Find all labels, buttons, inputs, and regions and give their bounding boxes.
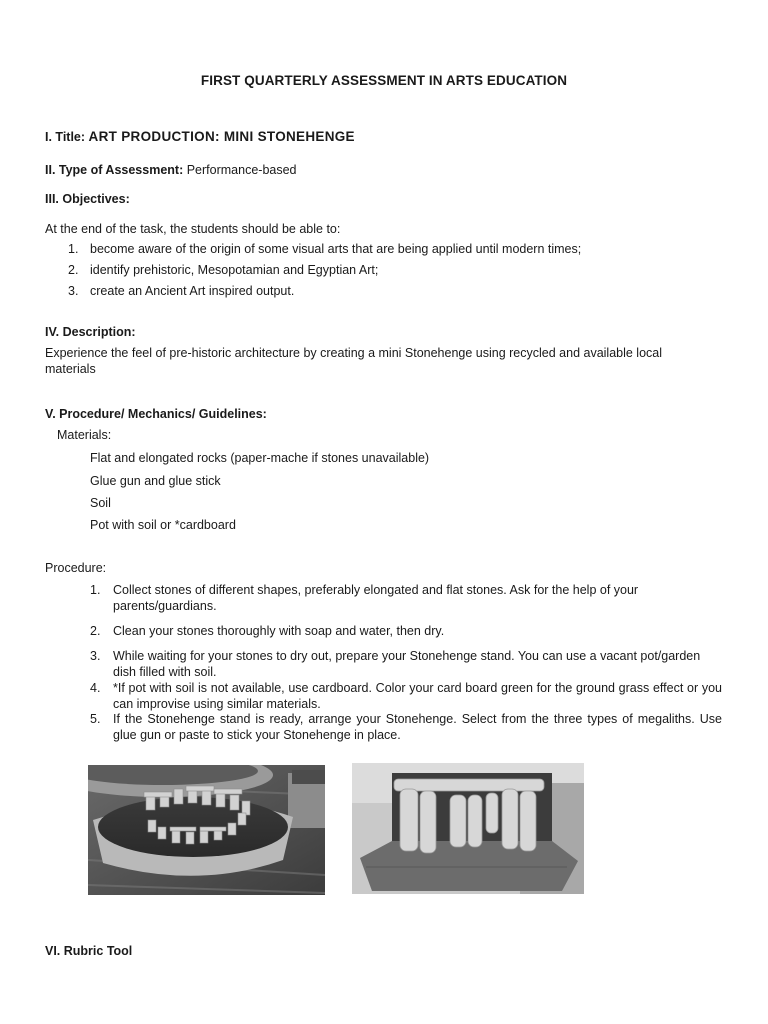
assessment-type-label: II. Type of Assessment: bbox=[45, 163, 184, 177]
assessment-type bbox=[45, 163, 297, 177]
rubric-heading: VI. Rubric Tool bbox=[45, 944, 133, 958]
title-label: I. Title: bbox=[45, 130, 86, 144]
photo-stonehenge-cardboard bbox=[352, 763, 584, 894]
list-item: 1. become aware of the origin of some visual arts that are being applied until modern times; bbox=[68, 242, 582, 256]
procedure-heading: V. Procedure/ Mechanics/ Guidelines: bbox=[45, 407, 267, 421]
list-item: Pot with soil or *cardboard bbox=[90, 518, 236, 532]
title-value: ART PRODUCTION: MINI STONEHENGE bbox=[88, 129, 355, 144]
objectives-list bbox=[68, 242, 581, 305]
list-item: Flat and elongated rocks (paper-mache if stones unavailable) bbox=[90, 451, 430, 465]
description-text: Experience the feel of pre-historic architecture by creating a mini Stonehenge using recycled and available local materials bbox=[45, 346, 663, 376]
list-item: 5. If the Stonehenge stand is ready, arrange your Stonehenge. Select from the three types of megaliths. Use glue gun or paste to stick your Stonehenge in place. bbox=[90, 712, 722, 742]
list-item: Soil bbox=[90, 496, 111, 510]
description-heading: IV. Description: bbox=[45, 325, 136, 339]
list-item: 3. create an Ancient Art inspired output. bbox=[68, 284, 295, 298]
assessment-type-value: Performance-based bbox=[186, 163, 297, 177]
objectives-intro: At the end of the task, the students should be able to: bbox=[45, 222, 341, 236]
title-section bbox=[45, 129, 355, 144]
procedure-label: Procedure: bbox=[45, 561, 107, 575]
photo-stonehenge-pot bbox=[88, 765, 325, 895]
list-item: 2. Clean your stones thoroughly with soap and water, then dry. bbox=[90, 624, 445, 638]
list-item: 2. identify prehistoric, Mesopotamian and Egyptian Art; bbox=[68, 263, 379, 277]
page-title: FIRST QUARTERLY ASSESSMENT IN ARTS EDUCATION bbox=[200, 73, 568, 88]
objectives-heading: III. Objectives: bbox=[45, 192, 130, 206]
list-item: 4. *If pot with soil is not available, use cardboard. Color your card board green for the ground grass effect or you can improvise using similar materials. bbox=[90, 681, 722, 711]
list-item: 1. Collect stones of different shapes, preferably elongated and flat stones. Ask for the help of your parents/guardians. bbox=[90, 583, 639, 613]
list-item: 3. While waiting for your stones to dry out, prepare your Stonehenge stand. You can use a vacant pot/garden dish filled with soil. bbox=[90, 649, 701, 679]
list-item: Glue gun and glue stick bbox=[90, 474, 221, 488]
materials-label: Materials: bbox=[57, 428, 112, 442]
